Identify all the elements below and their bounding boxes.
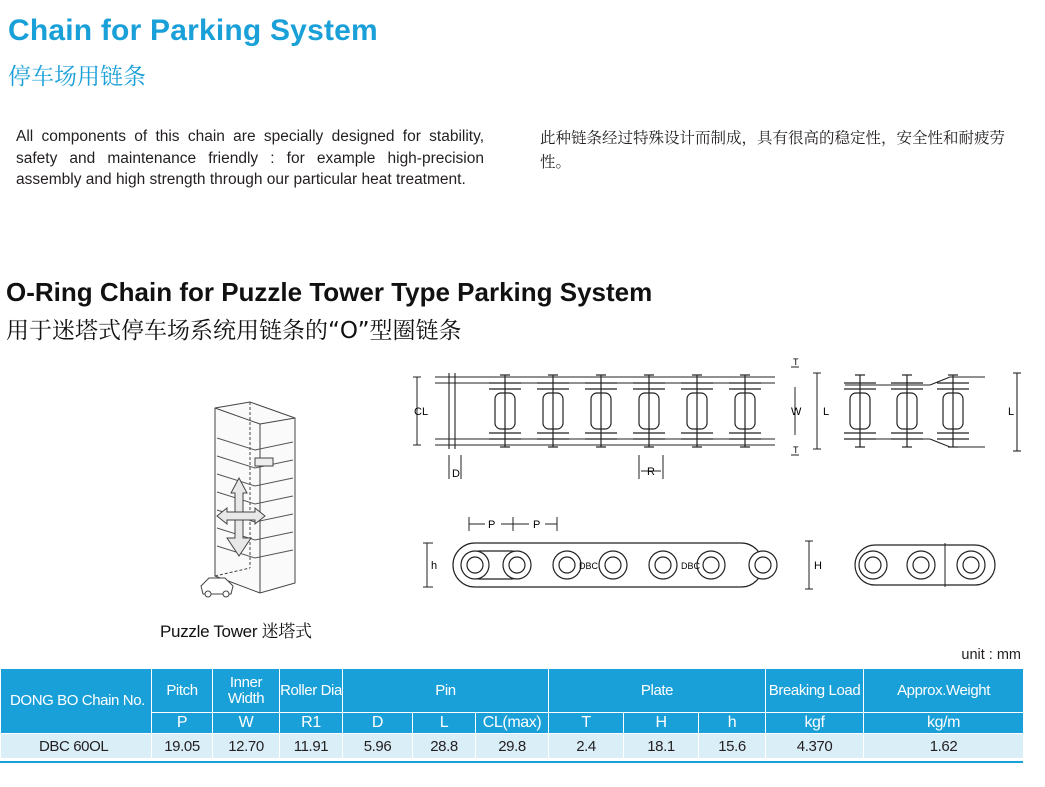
unit-label: unit : mm bbox=[961, 647, 1021, 663]
cell-load: 4.370 bbox=[766, 734, 864, 759]
sub-w: W bbox=[213, 713, 280, 734]
label-l: L bbox=[823, 406, 830, 418]
label-d: D bbox=[452, 468, 460, 480]
sub-r1: R1 bbox=[280, 713, 343, 734]
col-plate: Plate bbox=[549, 669, 766, 713]
sub-l: L bbox=[413, 713, 476, 734]
sub-kgm: kg/m bbox=[864, 713, 1024, 734]
col-inner-width: Inner Width bbox=[213, 669, 280, 713]
sub-p: P bbox=[152, 713, 213, 734]
page-title-cn: 停车场用链条 bbox=[8, 64, 146, 90]
col-breaking-load: Breaking Load bbox=[766, 669, 864, 713]
cell-r1: 11.91 bbox=[280, 734, 343, 759]
sub-d: D bbox=[343, 713, 413, 734]
label-h-big: H bbox=[814, 560, 822, 572]
spec-table bbox=[0, 668, 1024, 759]
description-en: All components of this chain are specially designed for stability, safety and maintenance friendly : for example high-precision assembly and high strength through our particular heat treatment. bbox=[16, 128, 484, 188]
section-title-cn: 用于迷塔式停车场系统用链条的“O”型圈链条 bbox=[6, 318, 462, 344]
cell-h-small: 15.6 bbox=[699, 734, 766, 759]
sub-kgf: kgf bbox=[766, 713, 864, 734]
col-chain-no: DONG BO Chain No. bbox=[1, 669, 152, 734]
description-cn: 此种链条经过特殊设计而制成，具有很高的稳定性，安全性和耐疲劳性。 bbox=[540, 129, 1006, 171]
label-l-right: L bbox=[1008, 406, 1015, 418]
cell-chain-no: DBC 60OL bbox=[1, 734, 152, 759]
cell-p: 19.05 bbox=[152, 734, 213, 759]
cell-l: 28.8 bbox=[413, 734, 476, 759]
cell-cl: 29.8 bbox=[476, 734, 549, 759]
label-t-bottom: T bbox=[793, 445, 799, 455]
sub-cl: CL(max) bbox=[476, 713, 549, 734]
col-roller-dia: Roller Dia bbox=[280, 669, 343, 713]
puzzle-tower-illustration bbox=[195, 398, 315, 603]
section-title: O-Ring Chain for Puzzle Tower Type Parking System bbox=[6, 277, 653, 307]
label-dbc-2: DBC bbox=[681, 561, 701, 571]
sub-h-small: h bbox=[699, 713, 766, 734]
table-bottom-rule bbox=[0, 761, 1023, 763]
label-p1: P bbox=[488, 519, 496, 531]
col-weight: Approx.Weight bbox=[864, 669, 1024, 713]
chain-technical-drawing bbox=[405, 355, 1030, 610]
sub-t: T bbox=[549, 713, 624, 734]
label-cl: CL bbox=[414, 406, 429, 418]
sub-h-big: H bbox=[624, 713, 699, 734]
cell-t: 2.4 bbox=[549, 734, 624, 759]
figure-caption: Puzzle Tower 迷塔式 bbox=[160, 622, 312, 641]
label-p2: P bbox=[533, 519, 541, 531]
table-row bbox=[1, 734, 1024, 759]
cell-weight: 1.62 bbox=[864, 734, 1024, 759]
page-title: Chain for Parking System bbox=[8, 14, 378, 47]
label-h-small: h bbox=[431, 560, 438, 572]
col-pin: Pin bbox=[343, 669, 549, 713]
col-pitch: Pitch bbox=[152, 669, 213, 713]
label-w: W bbox=[791, 406, 802, 418]
cell-d: 5.96 bbox=[343, 734, 413, 759]
cell-w: 12.70 bbox=[213, 734, 280, 759]
label-t-top: T bbox=[793, 357, 799, 367]
cell-h-big: 18.1 bbox=[624, 734, 699, 759]
label-r: R bbox=[647, 466, 655, 478]
label-dbc-1: DBC bbox=[579, 561, 599, 571]
